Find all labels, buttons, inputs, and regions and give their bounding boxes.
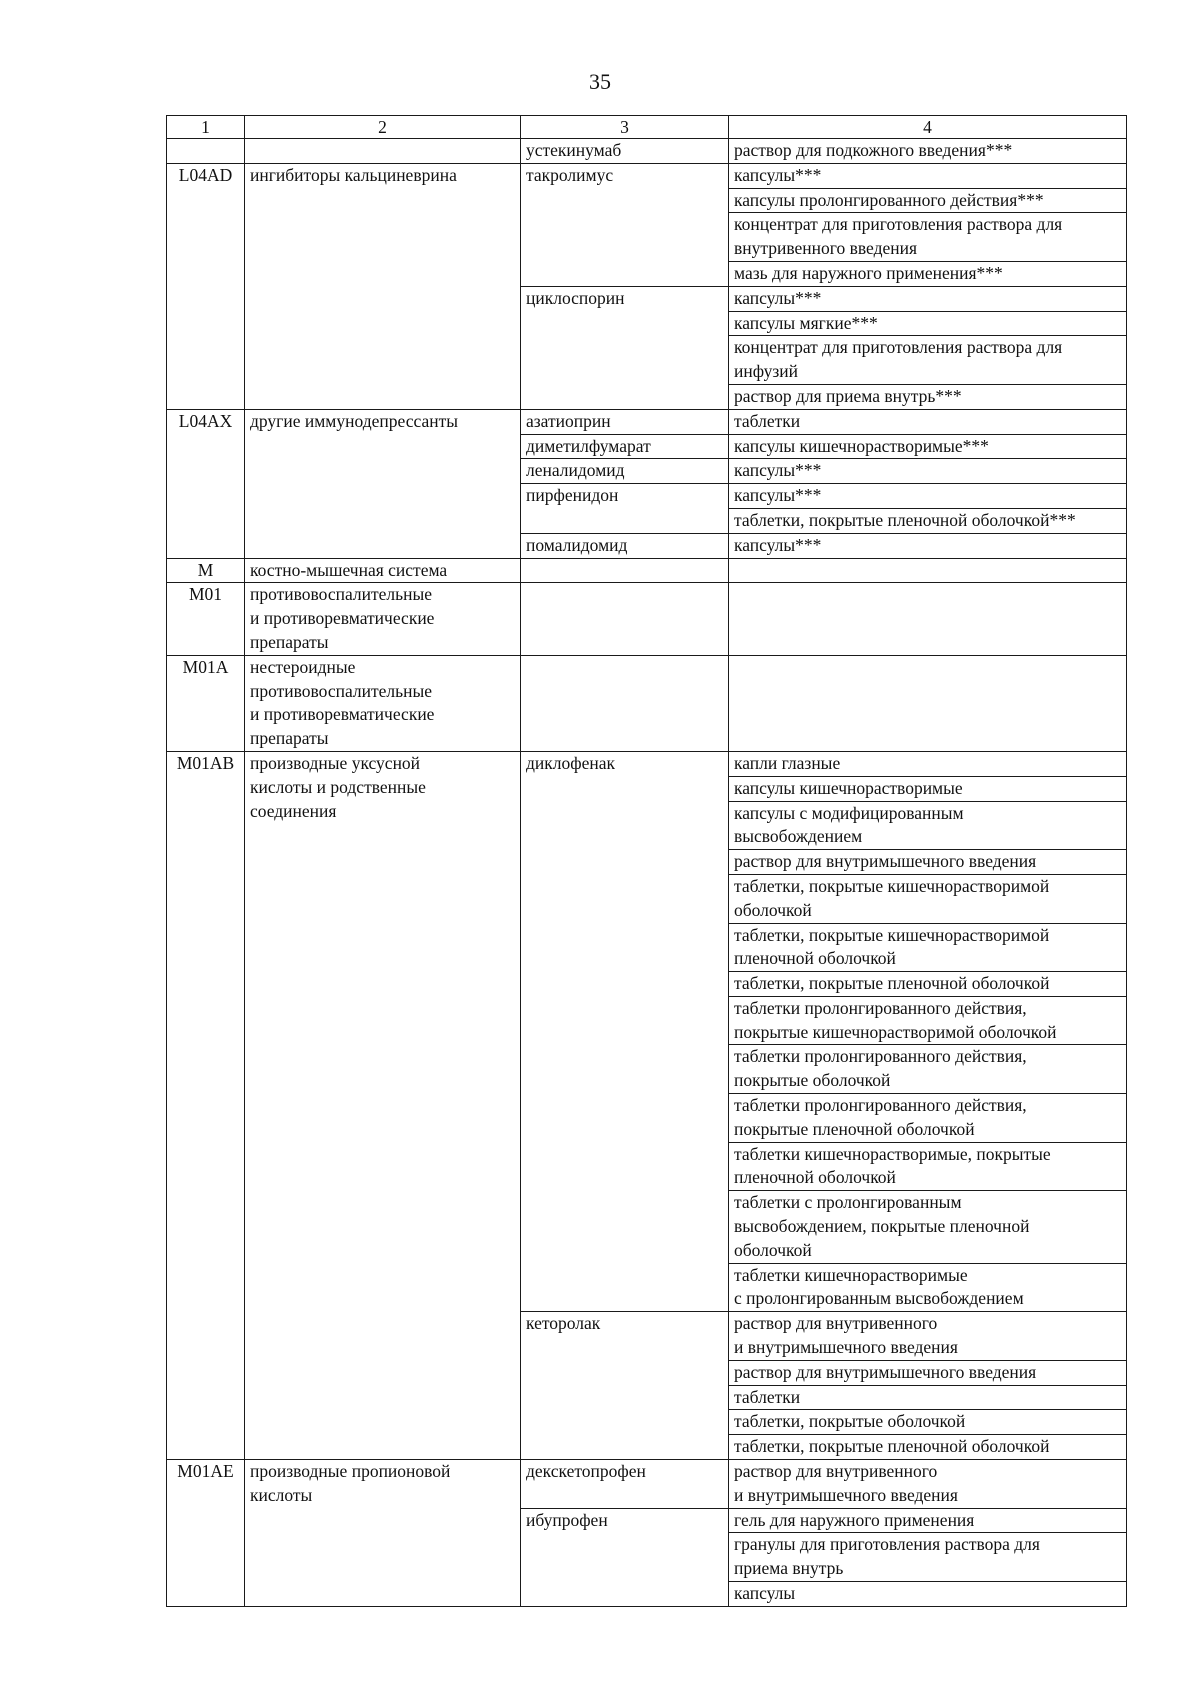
table-body [167, 139, 1127, 1607]
table-row [167, 558, 1127, 583]
dosage-form-cell: таблетки с пролонгированным высвобождением, покрытые пленочной оболочкой [729, 1191, 1127, 1263]
drug-name-cell: диметилфумарат [521, 434, 729, 459]
dosage-form-cell: таблетки, покрытые кишечнорастворимой пленочной оболочкой [729, 923, 1127, 972]
drug-name-cell [521, 583, 729, 655]
drug-name-cell: такролимус [521, 163, 729, 286]
dosage-form-cell: концентрат для приготовления раствора для внутривенного введения [729, 213, 1127, 262]
dosage-form-cell: капсулы*** [729, 533, 1127, 558]
dosage-form-cell: капсулы пролонгированного действия*** [729, 188, 1127, 213]
dosage-form-cell: раствор для внутривенного и внутримышечного введения [729, 1460, 1127, 1509]
dosage-form-cell: таблетки [729, 409, 1127, 434]
dosage-form-cell: капли глазные [729, 751, 1127, 776]
dosage-form-cell: раствор для внутривенного и внутримышечного введения [729, 1312, 1127, 1361]
table-row [167, 163, 1127, 188]
drug-name-cell: ибупрофен [521, 1508, 729, 1606]
dosage-form-cell: таблетки, покрытые кишечнорастворимой оболочкой [729, 874, 1127, 923]
dosage-form-cell: капсулы кишечнорастворимые*** [729, 434, 1127, 459]
dosage-form-cell: мазь для наружного применения*** [729, 261, 1127, 286]
drug-name-cell: пирфенидон [521, 484, 729, 534]
atc-group-cell: производные уксусной кислоты и родственные соединения [245, 751, 521, 1459]
dosage-form-cell: раствор для внутримышечного введения [729, 850, 1127, 875]
drug-name-cell [521, 558, 729, 583]
dosage-form-cell: таблетки, покрытые пленочной оболочкой [729, 972, 1127, 997]
dosage-form-cell: капсулы*** [729, 286, 1127, 311]
dosage-form-cell: таблетки кишечнорастворимые с пролонгированным высвобождением [729, 1263, 1127, 1312]
atc-code-cell: M [167, 558, 245, 583]
dosage-form-cell: таблетки, покрытые оболочкой [729, 1410, 1127, 1435]
dosage-form-cell: таблетки кишечнорастворимые, покрытые пленочной оболочкой [729, 1142, 1127, 1191]
dosage-form-cell: таблетки, покрытые пленочной оболочкой*** [729, 508, 1127, 533]
dosage-form-cell: раствор для подкожного введения*** [729, 139, 1127, 164]
atc-code-cell: M01AB [167, 751, 245, 1459]
drug-name-cell: декскетопрофен [521, 1460, 729, 1509]
drug-name-cell [521, 655, 729, 751]
atc-code-cell: M01AE [167, 1460, 245, 1607]
drug-name-cell: диклофенак [521, 751, 729, 1311]
drug-name-cell: леналидомид [521, 459, 729, 484]
column-header-group: 2 [245, 116, 521, 139]
dosage-form-cell: раствор для приема внутрь*** [729, 384, 1127, 409]
table-row [167, 139, 1127, 164]
column-header-drug: 3 [521, 116, 729, 139]
drug-list-table [166, 115, 1127, 1607]
atc-code-cell: M01 [167, 583, 245, 655]
dosage-form-cell [729, 558, 1127, 583]
atc-group-cell: производные пропионовой кислоты [245, 1460, 521, 1607]
dosage-form-cell: раствор для внутримышечного введения [729, 1360, 1127, 1385]
drug-name-cell: устекинумаб [521, 139, 729, 164]
table-header-row [167, 116, 1127, 139]
table-row [167, 655, 1127, 751]
dosage-form-cell: концентрат для приготовления раствора для инфузий [729, 336, 1127, 385]
table-row [167, 583, 1127, 655]
dosage-form-cell: таблетки пролонгированного действия, покрытые кишечнорастворимой оболочкой [729, 996, 1127, 1045]
dosage-form-cell: таблетки пролонгированного действия, покрытые оболочкой [729, 1045, 1127, 1094]
atc-group-cell: ингибиторы кальциневрина [245, 163, 521, 409]
column-header-form: 4 [729, 116, 1127, 139]
column-header-code: 1 [167, 116, 245, 139]
atc-group-cell: костно-мышечная система [245, 558, 521, 583]
dosage-form-cell: капсулы с модифицированным высвобождением [729, 801, 1127, 850]
dosage-form-cell: таблетки, покрытые пленочной оболочкой [729, 1435, 1127, 1460]
dosage-form-cell [729, 583, 1127, 655]
dosage-form-cell: таблетки [729, 1385, 1127, 1410]
atc-group-cell: нестероидные противовоспалительные и противоревматические препараты [245, 655, 521, 751]
table-row [167, 1460, 1127, 1509]
atc-code-cell: L04AX [167, 409, 245, 558]
dosage-form-cell: капсулы*** [729, 459, 1127, 484]
atc-code-cell [167, 139, 245, 164]
dosage-form-cell: таблетки пролонгированного действия, покрытые пленочной оболочкой [729, 1094, 1127, 1143]
table-row [167, 751, 1127, 776]
drug-name-cell: кеторолак [521, 1312, 729, 1460]
dosage-form-cell: гранулы для приготовления раствора для приема внутрь [729, 1533, 1127, 1582]
atc-code-cell: L04AD [167, 163, 245, 409]
dosage-form-cell: гель для наружного применения [729, 1508, 1127, 1533]
atc-group-cell: другие иммунодепрессанты [245, 409, 521, 558]
dosage-form-cell: капсулы кишечнорастворимые [729, 776, 1127, 801]
dosage-form-cell: капсулы*** [729, 163, 1127, 188]
dosage-form-cell: капсулы*** [729, 484, 1127, 509]
dosage-form-cell: капсулы мягкие*** [729, 311, 1127, 336]
dosage-form-cell: капсулы [729, 1582, 1127, 1607]
table-row [167, 409, 1127, 434]
page-number: 35 [589, 69, 611, 94]
atc-group-cell [245, 139, 521, 164]
atc-group-cell: противовоспалительные и противоревматические препараты [245, 583, 521, 655]
dosage-form-cell [729, 655, 1127, 751]
drug-name-cell: циклоспорин [521, 286, 729, 409]
drug-name-cell: помалидомид [521, 533, 729, 558]
drug-name-cell: азатиоприн [521, 409, 729, 434]
atc-code-cell: M01A [167, 655, 245, 751]
